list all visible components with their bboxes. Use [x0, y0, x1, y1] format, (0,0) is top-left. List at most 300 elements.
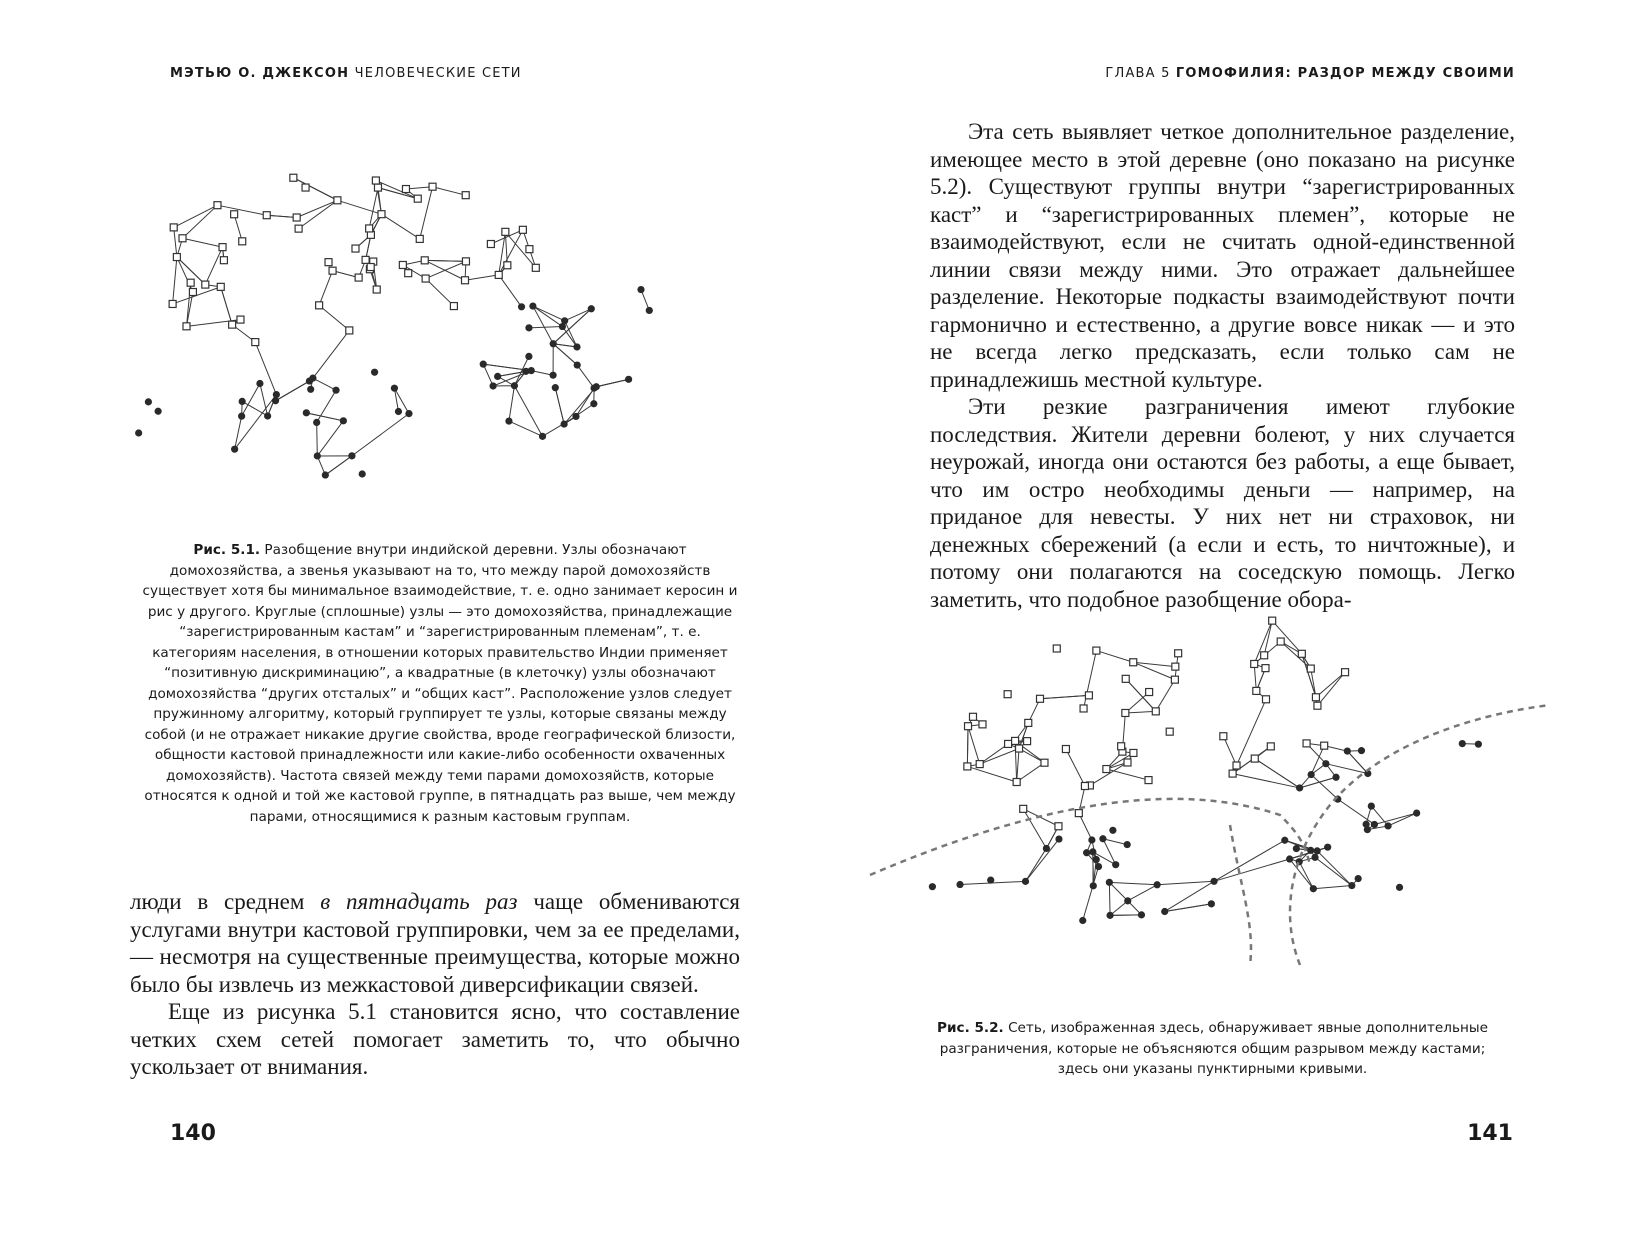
square-node — [1312, 694, 1319, 701]
round-node — [1154, 881, 1161, 888]
square-node — [219, 244, 226, 251]
square-node — [366, 225, 373, 232]
round-node — [1022, 878, 1029, 885]
round-node — [1124, 897, 1131, 904]
graph-edge — [217, 205, 266, 215]
square-node — [329, 267, 336, 274]
round-node — [956, 881, 963, 888]
graph-edge — [319, 271, 332, 306]
left-paragraph-1 — [130, 888, 740, 998]
square-node — [405, 270, 412, 277]
round-node — [561, 420, 568, 427]
figure-5-2-caption — [930, 1018, 1495, 1080]
square-node — [373, 286, 380, 293]
round-node — [590, 400, 597, 407]
square-node — [964, 763, 971, 770]
graph-edge — [183, 238, 223, 247]
square-node — [1175, 650, 1182, 657]
graph-edge — [425, 260, 465, 280]
square-node — [293, 214, 300, 221]
page-number-left: 140 — [170, 1121, 216, 1146]
round-node — [1138, 911, 1145, 918]
square-node — [1055, 823, 1062, 830]
round-node — [1106, 912, 1113, 919]
running-head-author: МЭТЬЮ О. ДЖЕКСОН — [170, 66, 350, 81]
round-node — [371, 369, 378, 376]
square-node — [1005, 740, 1012, 747]
graph-edge — [529, 327, 562, 328]
graph-edge — [1066, 749, 1085, 786]
round-node — [1310, 885, 1317, 892]
round-node — [529, 302, 536, 309]
round-node — [588, 305, 595, 312]
running-head-chapter-title: ГОМОФИЛИЯ: РАЗДОР МЕЖДУ СВОИМИ — [1175, 66, 1515, 81]
round-node — [1286, 855, 1293, 862]
round-node — [646, 307, 653, 314]
round-node — [1344, 747, 1351, 754]
round-node — [511, 382, 518, 389]
graph-edge — [174, 227, 177, 257]
running-head-book-title: ЧЕЛОВЕЧЕСКИЕ СЕТИ — [354, 66, 522, 81]
dashed-divider-curve — [1290, 705, 1550, 965]
round-node — [1332, 774, 1339, 781]
graph-edge — [967, 766, 1016, 782]
square-node — [1277, 638, 1284, 645]
graph-edge — [1317, 672, 1345, 706]
round-node — [155, 408, 162, 415]
square-node — [1152, 708, 1159, 715]
square-node — [1085, 692, 1092, 699]
graph-edge — [499, 275, 522, 307]
graph-edge — [1156, 680, 1175, 712]
graph-edge — [1338, 799, 1375, 824]
graph-edge — [1299, 862, 1313, 889]
square-node — [1171, 676, 1178, 683]
graph-edges — [173, 178, 650, 475]
square-node — [1124, 759, 1131, 766]
graph-edge — [577, 365, 594, 388]
round-node — [505, 417, 512, 424]
square-node — [1016, 745, 1023, 752]
running-head-left — [170, 66, 522, 81]
para-emphasis: в пятнадцать раз — [320, 889, 518, 914]
square-node — [399, 261, 406, 268]
graph-edge — [514, 386, 542, 437]
square-node — [450, 303, 457, 310]
right-body-text — [930, 118, 1515, 613]
square-node — [229, 321, 236, 328]
round-node — [637, 286, 644, 293]
square-node — [976, 761, 983, 768]
round-node — [1459, 740, 1466, 747]
graph-edge — [1106, 769, 1148, 780]
graph-edge — [174, 205, 218, 227]
round-node — [573, 343, 580, 350]
square-node — [217, 283, 224, 290]
round-node — [1355, 875, 1362, 882]
square-node — [1146, 689, 1153, 696]
graph-edge — [1109, 882, 1157, 884]
round-node — [332, 387, 339, 394]
round-node — [574, 361, 581, 368]
round-node — [1090, 882, 1097, 889]
round-node — [256, 380, 263, 387]
graph-edge — [1109, 882, 1127, 901]
graph-edge — [980, 749, 1019, 765]
square-node — [1261, 652, 1268, 659]
round-node — [1083, 849, 1090, 856]
square-node — [170, 224, 177, 231]
round-node — [1124, 841, 1131, 848]
graph-edge — [293, 178, 337, 201]
square-node — [1041, 759, 1048, 766]
right-paragraph-1: Эта сеть выявляет четкое дополнительное разделение, имеющее место в этой деревне (оно показано на рисунке 5.2). Существуют группы внутри “зарегистрированных каст” и “зарегистрированных племен”, которые не взаимодействуют, если не считать одной-единственной линии связи между ними. Это отражает дальнейшее разделение. Некоторые подкасты взаимодействуют почти гармонично и естественно, а другие вовсе никак — и это не всегда легко предсказать, если только сам не принадлежишь местной культуре. — [930, 119, 1515, 392]
graph-edge — [205, 247, 222, 284]
round-node — [480, 361, 487, 368]
square-node — [1122, 675, 1129, 682]
round-node — [1363, 821, 1370, 828]
square-node — [346, 327, 353, 334]
round-node — [1396, 884, 1403, 891]
round-node — [552, 384, 559, 391]
square-node — [1267, 743, 1274, 750]
square-node — [1298, 650, 1305, 657]
graph-edge — [1157, 881, 1214, 884]
square-node — [1037, 695, 1044, 702]
square-node — [1233, 762, 1240, 769]
graph-edge — [425, 260, 466, 261]
graph-edge — [967, 726, 968, 766]
square-node — [1321, 742, 1328, 749]
graph-edge — [1125, 711, 1155, 713]
graph-edge — [565, 309, 592, 321]
round-node — [391, 385, 398, 392]
square-node — [367, 264, 374, 271]
round-node — [528, 367, 535, 374]
round-node — [264, 412, 271, 419]
dashed-divider-curve — [1230, 825, 1251, 965]
graph-nodes — [135, 174, 653, 478]
graph-edge — [1084, 651, 1097, 709]
round-node — [231, 446, 238, 453]
square-node — [1145, 777, 1152, 784]
graph-edge — [313, 378, 336, 390]
graph-edge — [173, 257, 177, 304]
round-node — [1112, 861, 1119, 868]
graph-edge — [1233, 774, 1300, 788]
graph-edge — [509, 386, 514, 421]
square-node — [214, 202, 221, 209]
square-node — [1093, 647, 1100, 654]
square-node — [526, 246, 533, 253]
running-head-chapter: ГЛАВА 5 — [1105, 66, 1171, 81]
graph-edge — [1083, 867, 1099, 921]
square-node — [302, 184, 309, 191]
round-node — [525, 353, 532, 360]
square-node — [290, 174, 297, 181]
right-page — [815, 0, 1630, 1252]
square-node — [462, 277, 469, 284]
graph-edge — [420, 187, 433, 239]
square-node — [295, 225, 302, 232]
round-node — [489, 382, 496, 389]
square-node — [202, 281, 209, 288]
square-node — [252, 339, 259, 346]
graph-edge — [1214, 859, 1290, 881]
graph-edge — [1103, 839, 1127, 845]
square-node — [239, 238, 246, 245]
graph-edge — [533, 306, 553, 344]
square-node — [1130, 659, 1137, 666]
graph-edge — [1347, 751, 1367, 773]
square-node — [502, 228, 509, 235]
graph-edge — [319, 305, 349, 330]
graph-edge — [1128, 885, 1157, 901]
square-node — [1080, 705, 1087, 712]
graph-edges — [960, 621, 1478, 921]
round-node — [395, 408, 402, 415]
graph-edge — [533, 306, 563, 326]
round-node — [1093, 856, 1100, 863]
square-node — [334, 197, 341, 204]
round-node — [1079, 917, 1086, 924]
graph-edge — [276, 381, 310, 401]
right-paragraph-2: Эти резкие разграничения имеют глубокие последствия. Жители деревни болеют, у них случается неурожай, иногда они остаются без работы, а еще бывает, что им остро необходимы деньги — например, на приданое для невесты. У них нет ни страховок, ни денежных сбережений (а если и есть, то ничтожные), и потому они полагаются на соседскую помощь. Легко заметить, что подобное разобщение обора- — [930, 394, 1515, 612]
round-node — [1161, 908, 1168, 915]
square-node — [1251, 660, 1258, 667]
round-node — [1043, 845, 1050, 852]
square-node — [1253, 687, 1260, 694]
square-node — [1166, 728, 1173, 735]
figure-5-1-caption — [140, 540, 740, 827]
square-node — [237, 316, 244, 323]
round-node — [1088, 836, 1095, 843]
round-node — [135, 429, 142, 436]
graph-edge — [183, 205, 218, 238]
square-node — [1062, 746, 1069, 753]
graph-edge — [306, 413, 343, 421]
square-node — [1075, 810, 1082, 817]
square-node — [263, 212, 270, 219]
graph-edge — [1281, 642, 1311, 669]
left-paragraph-2: Еще из рисунка 5.1 становится ясно, что составление четких схем сетей помогает заметить то, что обычно ускользает от внимания. — [130, 999, 740, 1079]
round-node — [348, 452, 355, 459]
square-node — [1004, 691, 1011, 698]
round-node — [1348, 882, 1355, 889]
square-node — [1229, 770, 1236, 777]
square-node — [402, 186, 409, 193]
page-number-right: 141 — [1467, 1121, 1513, 1146]
round-node — [1296, 784, 1303, 791]
square-node — [1262, 665, 1269, 672]
square-node — [1220, 733, 1227, 740]
square-node — [316, 302, 323, 309]
graph-edge — [1040, 695, 1089, 698]
square-node — [421, 257, 428, 264]
round-node — [1281, 837, 1288, 844]
square-node — [1172, 663, 1179, 670]
graph-edge — [426, 279, 454, 307]
round-node — [987, 877, 994, 884]
round-node — [1358, 747, 1365, 754]
square-node — [220, 257, 227, 264]
round-node — [1384, 822, 1391, 829]
graph-edge — [1302, 654, 1316, 697]
round-node — [314, 452, 321, 459]
left-body-text — [130, 888, 740, 1081]
round-node — [1095, 863, 1102, 870]
square-node — [422, 275, 429, 282]
graph-edge — [1017, 763, 1045, 782]
square-node — [462, 258, 469, 265]
square-node — [1262, 696, 1269, 703]
graph-edge — [1025, 848, 1046, 881]
square-node — [355, 274, 362, 281]
square-node — [325, 259, 332, 266]
square-node — [1025, 719, 1032, 726]
graph-edge — [369, 188, 378, 229]
graph-edge — [1017, 749, 1019, 782]
square-node — [362, 256, 369, 263]
round-node — [1475, 741, 1482, 748]
round-node — [1210, 878, 1217, 885]
round-node — [1308, 771, 1315, 778]
round-node — [1089, 848, 1096, 855]
round-node — [1293, 845, 1300, 852]
square-node — [1251, 755, 1258, 762]
round-node — [1099, 835, 1106, 842]
figure-5-2-label: Рис. 5.2. — [937, 1020, 1004, 1036]
figure-5-1-caption-text: Разобщение внутри индийской деревни. Узлы обозначают домохозяйства, а звенья указывают на то, что между парой домохозяйств существует хотя бы минимальное взаимодействие, т. е. одно занимает керосин и рис у другого. Круглые (сплошные) узлы — это домохозяйства, принадлежащие “зарегистрированным кастам” и “зарегистрированным племенам”, т. е. категориям населения, в отношении которых правительство Индии применяет “позитивную дискриминацию”, а квадратные (в клеточку) узлы обозначают домохозяйства “других отсталых” и “общих каст”. Расположение узлов следует пружинному алгоритму, который группирует те узлы, которые связаны между собой (и не отражает никакие другие свойства, вроде географической близости, общности кастовой принадлежности или какие-либо особенности охваченных домохозяйств). Частота связей между теми парами домохозяйств, которые относятся к одной и той же кастовой группе, в пятнадцать раз выше, чем между парами, относящимися к разным кастовым группам. — [142, 542, 738, 825]
round-node — [1322, 760, 1329, 767]
square-node — [429, 183, 436, 190]
square-node — [1314, 702, 1321, 709]
graph-edge — [352, 414, 409, 456]
round-node — [1368, 802, 1375, 809]
figure-5-1-network-graph — [120, 120, 720, 500]
square-node — [179, 235, 186, 242]
graph-edge — [509, 421, 543, 436]
running-head-right — [1105, 66, 1515, 81]
graph-edge — [381, 214, 419, 239]
square-node — [231, 211, 238, 218]
graph-edge — [378, 188, 418, 199]
graph-edge — [1317, 851, 1352, 886]
graph-edge — [1214, 840, 1285, 881]
square-node — [1130, 749, 1137, 756]
square-node — [1013, 779, 1020, 786]
square-node — [1342, 669, 1349, 676]
graph-edge — [1300, 777, 1336, 788]
para-text: люди в среднем — [130, 889, 321, 914]
para-text: чаще обмениваются услугами внутри кастовой группировки, чем за ее пределами, — несмотря на существенные преимущества, которые можно было бы извлечь из межкастовой диверсификации связей. — [130, 889, 740, 997]
square-node — [532, 264, 539, 271]
graph-edge — [1025, 839, 1058, 881]
round-node — [550, 340, 557, 347]
graph-edge — [267, 215, 297, 217]
square-node — [183, 323, 190, 330]
square-node — [189, 289, 196, 296]
round-node — [272, 397, 279, 404]
square-node — [414, 195, 421, 202]
round-node — [561, 317, 568, 324]
round-node — [1314, 847, 1321, 854]
square-node — [519, 226, 526, 233]
round-node — [593, 383, 600, 390]
round-node — [1106, 879, 1113, 886]
round-node — [340, 417, 347, 424]
graph-edge — [555, 388, 564, 424]
square-node — [352, 245, 359, 252]
square-node — [1103, 766, 1110, 773]
square-node — [1269, 617, 1276, 624]
round-node — [518, 303, 525, 310]
round-node — [1307, 847, 1314, 854]
round-node — [313, 419, 320, 426]
round-node — [306, 377, 313, 384]
round-node — [1324, 844, 1331, 851]
round-node — [239, 398, 246, 405]
graph-edge — [1316, 672, 1345, 697]
graph-edge — [565, 321, 577, 347]
graph-edge — [376, 181, 418, 199]
round-node — [359, 470, 366, 477]
round-node — [1371, 821, 1378, 828]
round-node — [1055, 835, 1062, 842]
square-node — [969, 713, 976, 720]
square-node — [1307, 665, 1314, 672]
graph-edge — [1109, 882, 1110, 915]
square-node — [416, 235, 423, 242]
square-node — [372, 177, 379, 184]
round-node — [307, 386, 314, 393]
graph-edge — [562, 327, 577, 347]
graph-edge — [1315, 857, 1352, 885]
square-node — [487, 241, 494, 248]
round-node — [929, 883, 936, 890]
graph-edge — [317, 422, 318, 456]
round-node — [494, 373, 501, 380]
round-node — [322, 471, 329, 478]
square-node — [374, 184, 381, 191]
square-node — [1020, 805, 1027, 812]
graph-edge — [1223, 736, 1236, 765]
round-node — [539, 433, 546, 440]
figure-5-2-caption-text: Сеть, изображенная здесь, обнаруживает явные дополнительные разграничения, которые не объясняются общим разрывом между кастами; здесь они указаны пунктирными кривыми. — [939, 1020, 1488, 1077]
square-node — [1012, 737, 1019, 744]
graph-edge — [596, 379, 628, 386]
square-node — [495, 271, 502, 278]
graph-edge — [221, 287, 232, 325]
square-node — [1081, 783, 1088, 790]
square-node — [378, 211, 385, 218]
figure-5-1-label: Рис. 5.1. — [193, 542, 261, 558]
round-node — [1109, 827, 1116, 834]
square-node — [1122, 709, 1129, 716]
round-node — [303, 409, 310, 416]
square-node — [187, 279, 194, 286]
graph-nodes — [929, 617, 1482, 924]
graph-edge — [325, 456, 352, 475]
square-node — [1303, 740, 1310, 747]
round-node — [405, 410, 412, 417]
graph-edge — [465, 275, 499, 280]
square-node — [1024, 738, 1031, 745]
square-node — [173, 254, 180, 261]
square-node — [965, 723, 972, 730]
square-node — [979, 721, 986, 728]
round-node — [1413, 809, 1420, 816]
